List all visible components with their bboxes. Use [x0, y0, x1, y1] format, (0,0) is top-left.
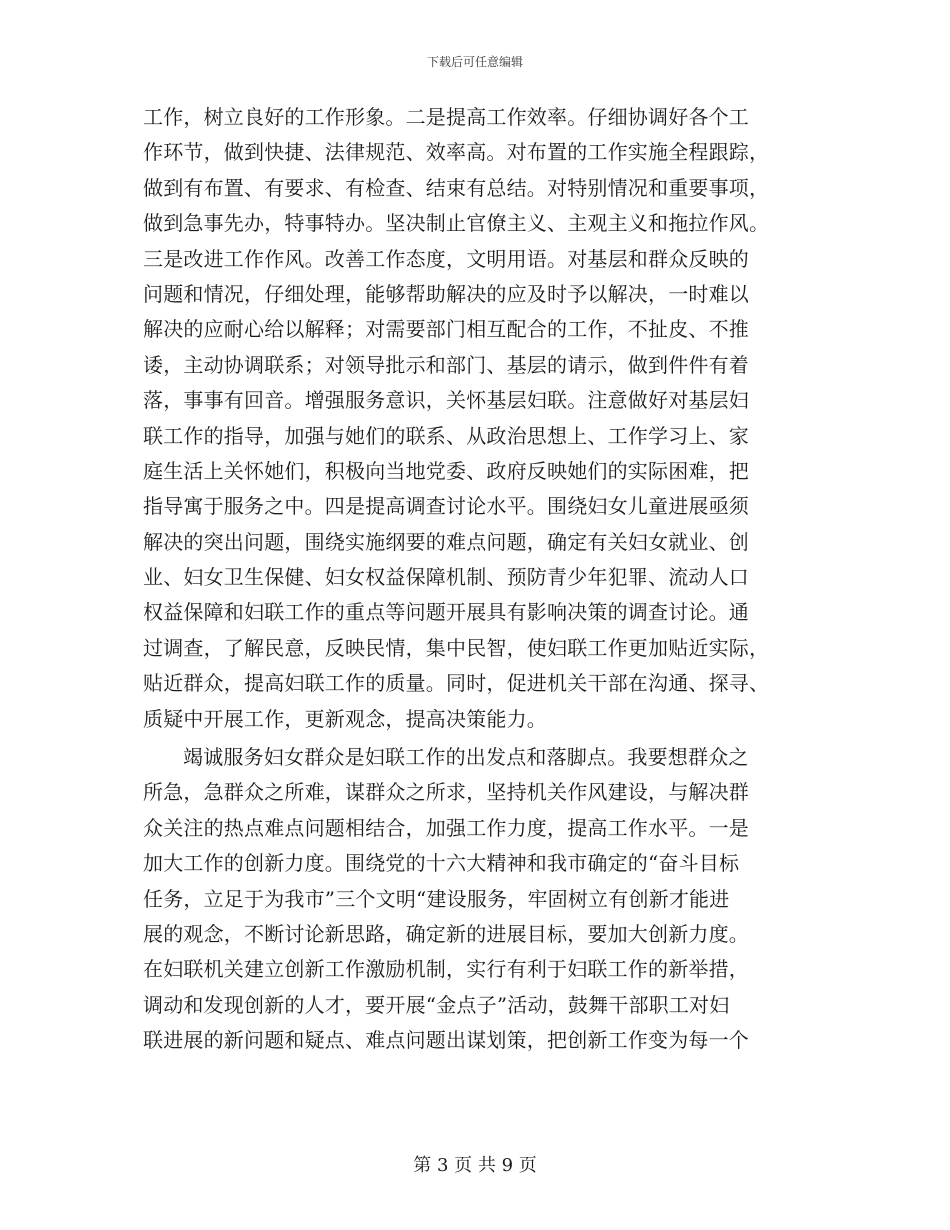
- text-line: 三是改进工作作风。改善工作态度，文明用语。对基层和群众反映的: [143, 246, 749, 271]
- text-line: 问题和情况，仔细处理，能够帮助解决的应及时予以解决，一时难以: [143, 281, 749, 306]
- paragraph-2: [143, 740, 811, 1059]
- text-line: 业、妇女卫生保健、妇女权益保障机制、预防青少年犯罪、流动人口: [143, 565, 749, 590]
- text-line: 任务，立足于为我市”三个文明“建设服务，牢固树立有创新才能进: [143, 886, 730, 911]
- page-number: 第 3 页 共 9 页: [413, 1155, 537, 1176]
- text-line: 权益保障和妇联工作的重点等问题开展具有影响决策的调查讨论。通: [143, 600, 749, 625]
- text-line: 所急，急群众之所难，谋群众之所求，坚持机关作风建设，与解决群: [143, 780, 749, 805]
- document-body: [143, 100, 811, 1059]
- text-line: 庭生活上关怀她们，积极向当地党委、政府反映她们的实际困难，把: [143, 458, 749, 483]
- text-line: 指导寓于服务之中。四是提高调查讨论水平。围绕妇女儿童进展亟须: [143, 494, 749, 519]
- paragraph-1: [143, 100, 811, 737]
- text-line: 展的观念，不断讨论新思路，确定新的进展目标，要加大创新力度。: [143, 921, 749, 946]
- text-line: 作环节，做到快捷、法律规范、效率高。对布置的工作实施全程跟踪，: [143, 140, 770, 165]
- text-line: 众关注的热点难点问题相结合，加强工作力度，提高工作水平。一是: [143, 815, 749, 840]
- text-line: 联进展的新问题和疑点、难点问题出谋划策，把创新工作变为每一个: [143, 1028, 749, 1053]
- text-line: 过调查，了解民意，反映民情，集中民智，使妇联工作更加贴近实际，: [143, 635, 770, 660]
- text-line: 解决的应耐心给以解释；对需要部门相互配合的工作，不扯皮、不推: [143, 317, 749, 342]
- text-line: 解决的突出问题，围绕实施纲要的难点问题，确定有关妇女就业、创: [143, 529, 749, 554]
- text-line: 加大工作的创新力度。围绕党的十六大精神和我市确定的“奋斗目标: [143, 851, 740, 876]
- text-line: 做到有布置、有要求、有检查、结束有总结。对特别情况和重要事项，: [143, 175, 770, 200]
- text-line: 落，事事有回音。增强服务意识，关怀基层妇联。注意做好对基层妇: [143, 388, 749, 413]
- text-line: 质疑中开展工作，更新观念，提高决策能力。: [143, 706, 547, 731]
- text-line: 调动和发现创新的人才，要开展“金点子”活动，鼓舞干部职工对妇: [143, 992, 730, 1017]
- page-header: 下载后可任意编辑: [426, 55, 523, 69]
- text-line: 做到急事先办，特事特办。坚决制止官僚主义、主观主义和拖拉作风。: [143, 211, 770, 236]
- text-line: 诿，主动协调联系；对领导批示和部门、基层的请示，做到件件有着: [143, 352, 749, 377]
- text-line: 工作，树立良好的工作形象。二是提高工作效率。仔细协调好各个工: [143, 105, 749, 129]
- text-line: 竭诚服务妇女群众是妇联工作的出发点和落脚点。我要想群众之: [183, 745, 749, 770]
- text-line: 联工作的指导，加强与她们的联系、从政治思想上、工作学习上、家: [143, 423, 749, 448]
- text-line: 贴近群众，提高妇联工作的质量。同时，促进机关干部在沟通、探寻、: [143, 671, 770, 696]
- text-line: 在妇联机关建立创新工作激励机制，实行有利于妇联工作的新举措，: [143, 957, 749, 982]
